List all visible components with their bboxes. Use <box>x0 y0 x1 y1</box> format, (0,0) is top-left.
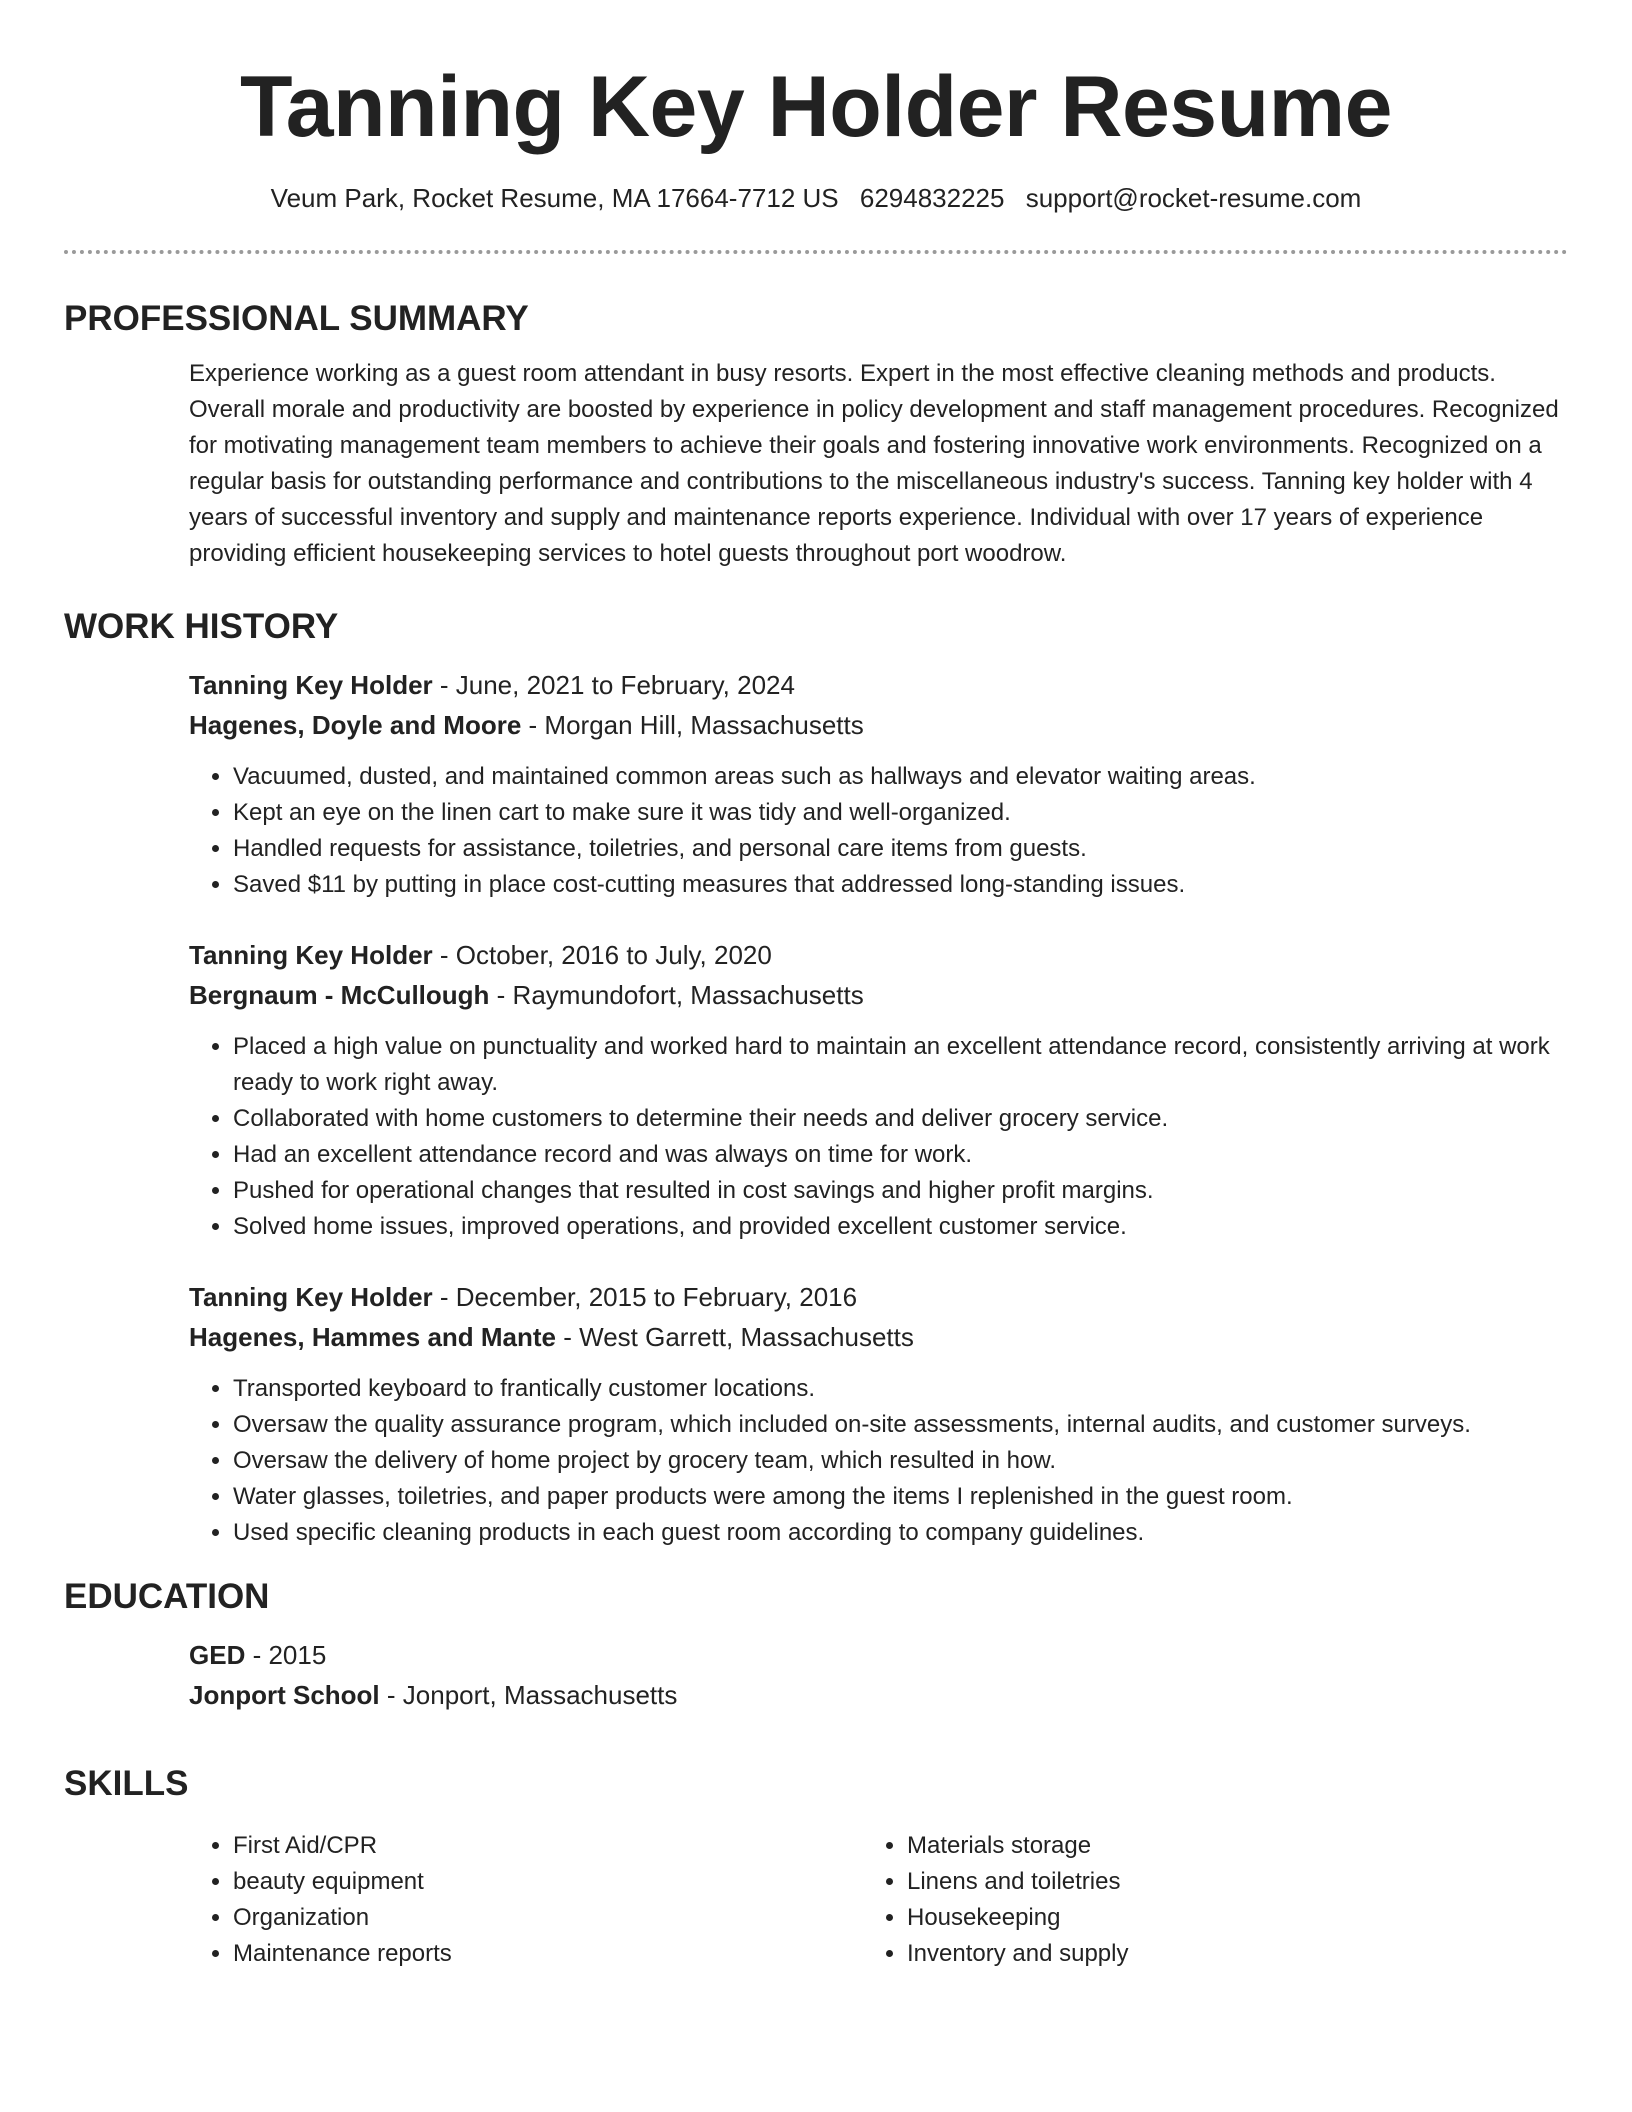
skills-heading: SKILLS <box>64 1764 189 1803</box>
education-degree-line <box>189 1635 1568 1675</box>
work-history-heading: WORK HISTORY <box>64 607 339 646</box>
skills-list-right <box>863 1828 1537 1972</box>
education-body <box>189 1635 1568 1715</box>
education-section <box>64 1575 1568 1715</box>
job-title-line <box>189 935 1568 975</box>
job-title-line <box>189 1277 1568 1317</box>
job-location: - Raymundofort, Massachusetts <box>489 980 864 1010</box>
contact-line <box>0 180 1632 216</box>
summary-section <box>64 297 1568 572</box>
job-bullet: • Handled requests for assistance, toiletries, and personal care items from guests. <box>233 831 1568 867</box>
job-bullet: • Saved $11 by putting in place cost-cutting measures that addressed long-standing issues. <box>233 867 1568 903</box>
job-title-line <box>189 665 1568 705</box>
job-company-line <box>189 1317 1568 1357</box>
job-bullets <box>189 1371 1568 1551</box>
job-location: - West Garrett, Massachusetts <box>556 1322 914 1352</box>
skills-columns <box>189 1828 1568 1972</box>
job-bullet: • Transported keyboard to frantically customer locations. <box>233 1371 1568 1407</box>
job-bullets <box>189 759 1568 903</box>
job-location: - Morgan Hill, Massachusetts <box>521 710 864 740</box>
contact-phone: 6294832225 <box>859 183 1005 213</box>
job-entry <box>189 665 1568 903</box>
job-bullet: • Kept an eye on the linen cart to make sure it was tidy and well-organized. <box>233 795 1568 831</box>
job-bullet: • Solved home issues, improved operations, and provided excellent customer service. <box>233 1209 1568 1245</box>
education-year: - 2015 <box>245 1640 327 1670</box>
skill-item: • Maintenance reports <box>233 1936 863 1972</box>
skill-item: • Housekeeping <box>907 1900 1537 1936</box>
job-bullet: • Oversaw the delivery of home project by grocery team, which resulted in how. <box>233 1443 1568 1479</box>
contact-address: Veum Park, Rocket Resume, MA 17664-7712 US <box>270 183 839 213</box>
job-role: Tanning Key Holder <box>189 1282 433 1312</box>
skill-item: • First Aid/CPR <box>233 1828 863 1864</box>
education-heading: EDUCATION <box>64 1577 270 1616</box>
job-company: Bergnaum - McCullough <box>189 980 490 1010</box>
job-company: Hagenes, Doyle and Moore <box>189 710 522 740</box>
education-school: Jonport School <box>189 1680 380 1710</box>
education-degree: GED <box>189 1640 246 1670</box>
skills-list-left <box>189 1828 863 1972</box>
work-history-body <box>189 665 1568 1551</box>
skill-item: • beauty equipment <box>233 1864 863 1900</box>
summary-text: Experience working as a guest room attendant in busy resorts. Expert in the most effective cleaning methods and products. Overall morale and productivity are boosted by experience in policy development and staff management procedures. Recognized for motivating management team members to achieve their goals and fostering innovative work environments. Recognized on a regular basis for outstanding performance and contributions to the miscellaneous industry's success. Tanning key holder with 4 years of successful inventory and supply and maintenance reports experience. Individual with over 17 years of experience providing efficient housekeeping services to hotel guests throughout port woodrow. <box>189 360 1559 567</box>
skills-section <box>64 1762 1568 1972</box>
education-school-line <box>189 1675 1568 1715</box>
work-history-section <box>64 605 1568 1583</box>
job-role: Tanning Key Holder <box>189 670 433 700</box>
header-divider <box>64 250 1568 254</box>
skill-item: • Organization <box>233 1900 863 1936</box>
job-role: Tanning Key Holder <box>189 940 433 970</box>
resume-title: Tanning Key Holder Resume <box>240 59 1392 155</box>
job-bullet: • Water glasses, toiletries, and paper products were among the items I replenished in the guest room. <box>233 1479 1568 1515</box>
job-bullet: • Had an excellent attendance record and was always on time for work. <box>233 1137 1568 1173</box>
job-company: Hagenes, Hammes and Mante <box>189 1322 557 1352</box>
job-bullet: • Vacuumed, dusted, and maintained common areas such as hallways and elevator waiting areas. <box>233 759 1568 795</box>
skill-item: • Materials storage <box>907 1828 1537 1864</box>
skill-item: • Inventory and supply <box>907 1936 1537 1972</box>
job-bullet: • Oversaw the quality assurance program, which included on-site assessments, internal audits, and customer surveys. <box>233 1407 1568 1443</box>
job-bullet: • Collaborated with home customers to determine their needs and deliver grocery service. <box>233 1101 1568 1137</box>
job-dates: - October, 2016 to July, 2020 <box>432 940 772 970</box>
summary-heading: PROFESSIONAL SUMMARY <box>64 299 529 338</box>
resume-header <box>0 0 1632 216</box>
job-bullets <box>189 1029 1568 1245</box>
job-company-line <box>189 975 1568 1015</box>
job-entry <box>189 935 1568 1245</box>
job-entry <box>189 1277 1568 1551</box>
education-location: - Jonport, Massachusetts <box>379 1680 678 1710</box>
job-bullet: • Used specific cleaning products in each guest room according to company guidelines. <box>233 1515 1568 1551</box>
job-dates: - June, 2021 to February, 2024 <box>432 670 795 700</box>
contact-email: support@rocket-resume.com <box>1025 183 1362 213</box>
job-dates: - December, 2015 to February, 2016 <box>432 1282 858 1312</box>
job-bullet: • Pushed for operational changes that resulted in cost savings and higher profit margins. <box>233 1173 1568 1209</box>
summary-body <box>189 356 1568 572</box>
skill-item: • Linens and toiletries <box>907 1864 1537 1900</box>
job-company-line <box>189 705 1568 745</box>
job-bullet: • Placed a high value on punctuality and worked hard to maintain an excellent attendance record, consistently arriving at work ready to work right away. <box>233 1029 1568 1101</box>
skills-body <box>189 1828 1568 1972</box>
